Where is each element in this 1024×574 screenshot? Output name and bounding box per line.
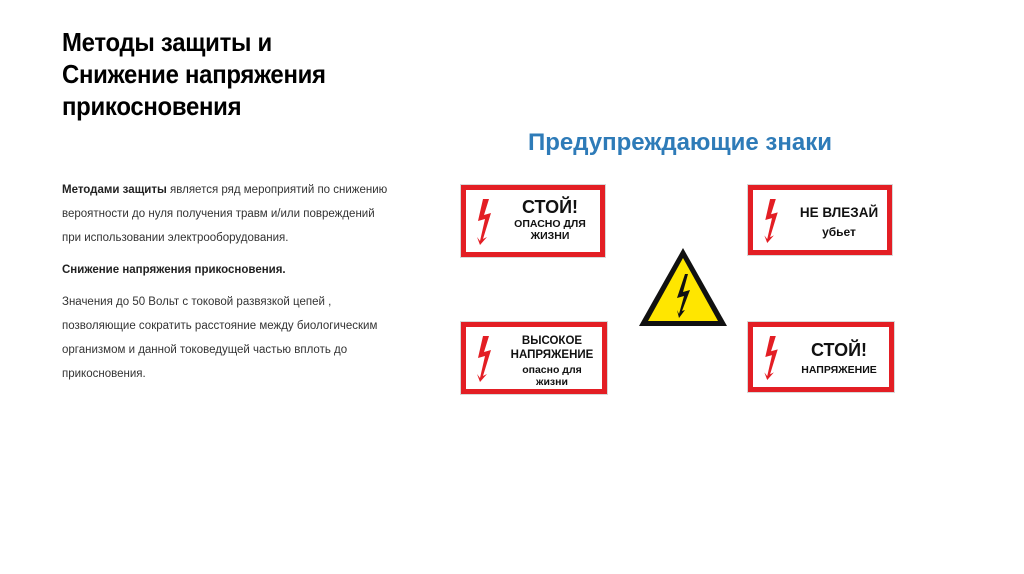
high-voltage-warning-triangle-icon bbox=[637, 246, 729, 328]
sign-text-line: опасно для bbox=[522, 364, 582, 376]
sign-text-line: жизни bbox=[536, 376, 568, 388]
lightning-bolt-icon bbox=[474, 199, 496, 245]
sign-text-sub bbox=[500, 364, 604, 388]
sign-text-line: ВЫСОКОЕ bbox=[521, 335, 583, 347]
sign-text-sub bbox=[502, 218, 598, 242]
title-line-2: Снижение напряжения bbox=[62, 59, 326, 89]
sign-text-main: СТОЙ! bbox=[521, 197, 579, 217]
sign-text-line: ОПАСНО ДЛЯ bbox=[514, 218, 586, 230]
sign-text-sub: НАПРЯЖЕНИЕ bbox=[801, 364, 877, 376]
slide-title bbox=[62, 26, 393, 122]
paragraph-subheading bbox=[62, 258, 392, 282]
sign-high-voltage bbox=[461, 322, 607, 394]
signs-heading: Предупреждающие знаки bbox=[528, 129, 832, 156]
paragraph-explanation: Значения до 50 Вольт с токовой развязкой цепей , позволяющие сократить расстояние между биологическим организмом и данной токоведущей частью вплоть до прикосновения. bbox=[62, 296, 378, 380]
lightning-bolt-icon bbox=[761, 336, 783, 380]
subheading-voltage-reduction: Снижение напряжения прикосновения. bbox=[62, 264, 286, 276]
definition-text: является ряд мероприятий по снижению вероятности до нуля получения травм и/или повреждений при использовании электрооборудования. bbox=[62, 184, 388, 244]
sign-text-line: ЖИЗНИ bbox=[530, 230, 570, 242]
sign-stop-voltage bbox=[748, 322, 894, 392]
sign-text-main: НЕ ВЛЕЗАЙ bbox=[799, 205, 879, 220]
body-text bbox=[62, 178, 392, 394]
sign-text-main bbox=[500, 334, 604, 362]
title-line-1: Методы защиты и bbox=[62, 27, 272, 57]
sign-text-main: СТОЙ! bbox=[810, 340, 868, 360]
sign-stop-danger bbox=[461, 185, 605, 257]
paragraph-definition bbox=[62, 178, 392, 250]
title-line-3: прикосновения bbox=[62, 91, 242, 121]
term-protection-methods: Методами защиты bbox=[62, 184, 167, 196]
sign-text-line: НАПРЯЖЕНИЕ bbox=[510, 349, 594, 361]
lightning-bolt-icon bbox=[761, 199, 783, 243]
sign-text-sub: убьет bbox=[822, 225, 856, 239]
lightning-bolt-icon bbox=[474, 336, 496, 382]
sign-do-not-climb bbox=[748, 185, 892, 255]
